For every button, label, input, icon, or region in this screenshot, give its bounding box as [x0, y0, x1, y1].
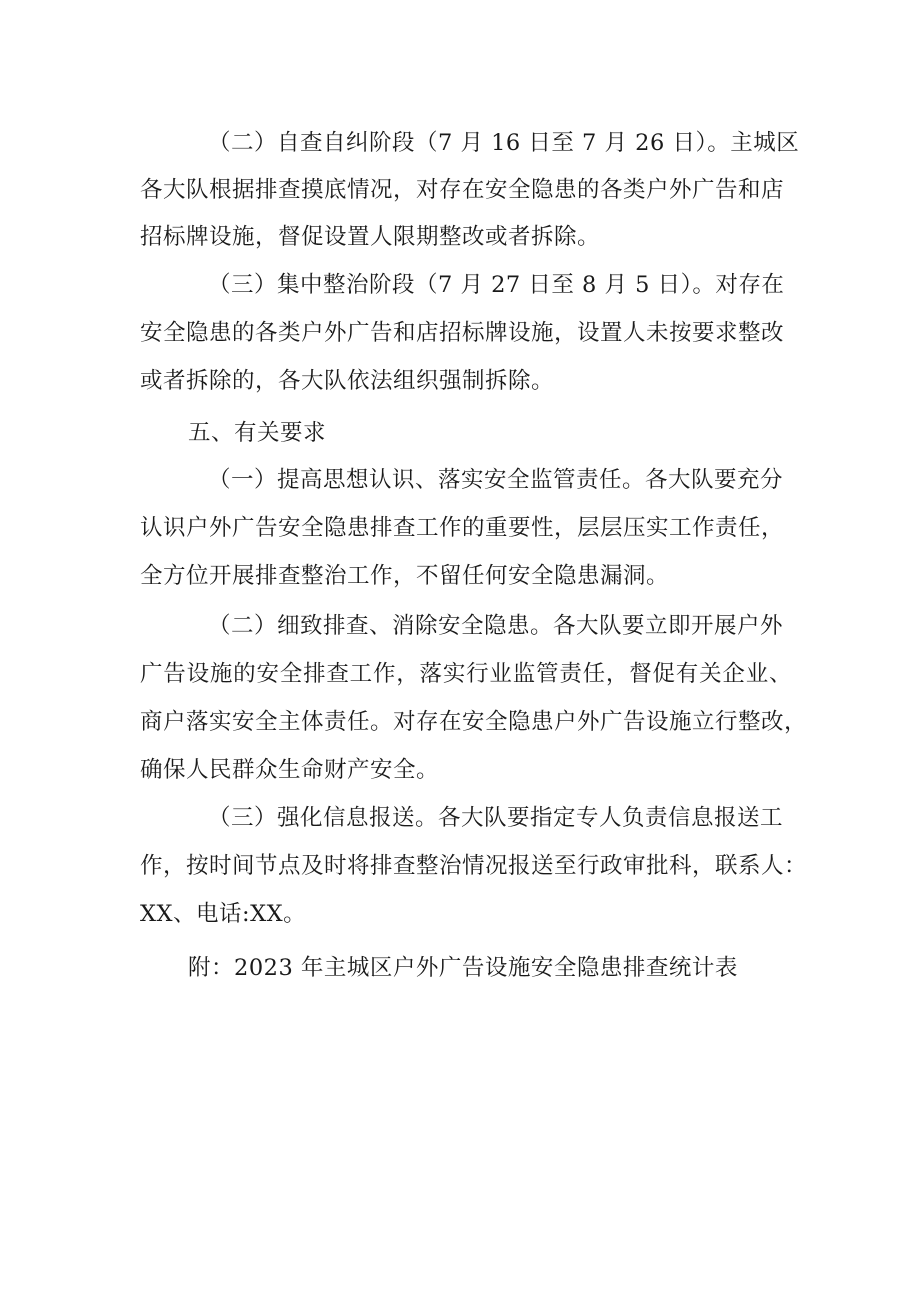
paragraph-6-line-3: XX、电话:XX。: [140, 901, 307, 927]
paragraph-1-line-3: 招标牌设施，督促设置人限期整改或者拆除。: [140, 224, 601, 250]
paragraph-1-line-2: 各大队根据排查摸底情况，对存在安全隐患的各类户外广告和店: [140, 177, 785, 203]
paragraph-4-line-1: （一）提高思想认识、落实安全监管责任。各大队要充分: [208, 467, 784, 493]
paragraph-5-line-1: （二）细致排查、消除安全隐患。各大队要立即开展户外: [208, 613, 784, 639]
paragraph-2-line-1: （三）集中整治阶段（7 月 27 日至 8 月 5 日）。对存在: [208, 272, 785, 298]
paragraph-6-line-2: 作，按时间节点及时将排查整治情况报送至行政审批科，联系人：: [140, 853, 808, 879]
paragraph-2-line-2: 安全隐患的各类户外广告和店招标牌设施，设置人未按要求整改: [140, 320, 785, 346]
paragraph-4-line-2: 认识户外广告安全隐患排查工作的重要性，层层压实工作责任，: [140, 515, 785, 541]
paragraph-5-line-4: 确保人民群众生命财产安全。: [140, 757, 440, 783]
paragraph-5-line-2: 广告设施的安全排查工作，落实行业监管责任，督促有关企业、: [140, 661, 792, 687]
paragraph-4-line-3: 全方位开展排查整治工作，不留任何安全隐患漏洞。: [140, 563, 670, 589]
paragraph-5-line-3: 商户落实安全主体责任。对存在安全隐患户外广告设施立行整改，: [140, 709, 808, 735]
section-heading-requirements: 五、有关要求: [188, 420, 327, 446]
attachment-note: 附：2023 年主城区户外广告设施安全隐患排查统计表: [188, 955, 738, 981]
paragraph-6-line-1: （三）强化信息报送。各大队要指定专人负责信息报送工: [208, 805, 784, 831]
paragraph-2-line-3: 或者拆除的，各大队依法组织强制拆除。: [140, 368, 555, 394]
paragraph-1-line-1: （二）自查自纠阶段（7 月 16 日至 7 月 26 日）。主城区: [208, 130, 800, 156]
